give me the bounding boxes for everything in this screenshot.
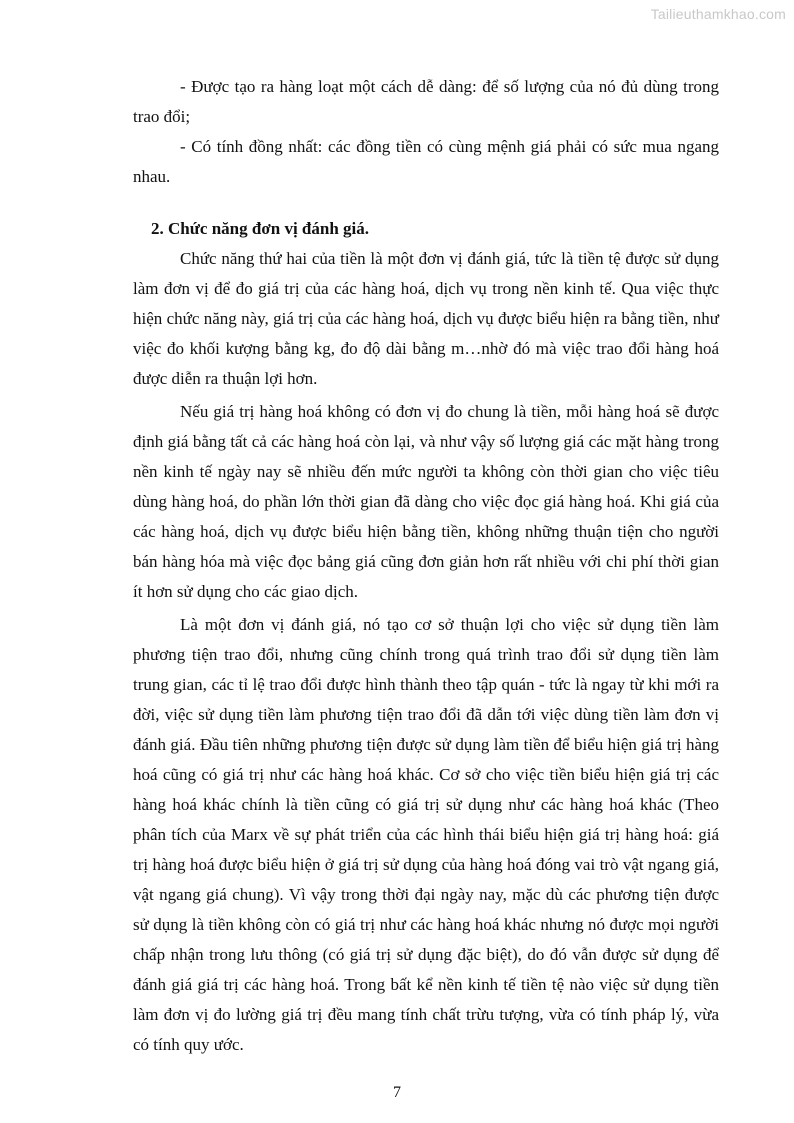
body-paragraph-1: Chức năng thứ hai của tiền là một đơn vị đánh giá, tức là tiền tệ được sử dụng làm đơn vị để đo giá trị của các hàng hoá, dịch vụ trong nền kinh tế. Qua việc thực hiện chức năng này, giá trị của các hàng hoá, dịch vụ được biểu hiện ra bằng tiền, như việc đo khối kượng bằng kg, đo độ dài bằng m…nhờ đó mà việc trao đổi hàng hoá được diễn ra thuận lợi hơn. [133, 249, 719, 388]
watermark: Tailieuthamkhao.com [650, 6, 786, 22]
body-paragraph-3: Là một đơn vị đánh giá, nó tạo cơ sở thuận lợi cho việc sử dụng tiền làm phương tiện trao đổi, nhưng cũng chính trong quá trình trao đổi sử dụng tiền làm trung gian, các tỉ lệ trao đổi được hình thành theo tập quán - tức là ngay từ khi mới ra đời, việc sử dụng tiền làm phương tiện trao đổi đã dẫn tới việc dùng tiền làm đơn vị đánh giá. Đầu tiên những phương tiện được sử dụng làm tiền để biểu hiện giá trị hàng hoá cũng có giá trị như các hàng hoá khác. Cơ sở cho việc tiền biểu hiện giá trị các hàng hoá khác chính là tiền cũng có giá trị sử dụng như các hàng hoá khác (Theo phân tích của Marx về sự phát triển của các hình thái biểu hiện giá trị hàng hoá: giá trị hàng hoá được biểu hiện ở giá trị sử dụng của hàng hoá đóng vai trò vật ngang giá, vật ngang giá chung). Vì vậy trong thời đại ngày nay, mặc dù các phương tiện được sử dụng là tiền không còn có giá trị như các hàng hoá khác nhưng nó được mọi người chấp nhận trong lưu thông (có giá trị sử dụng đặc biệt), do đó vẫn được sử dụng để đánh giá giá trị các hàng hoá. Trong bất kể nền kinh tế tiền tệ nào việc sử dụng tiền làm đơn vị đo lường giá trị đều mang tính chất trừu tượng, vừa có tính pháp lý, vừa có tính quy ước. [133, 615, 719, 1054]
page-number: 7 [393, 1084, 401, 1101]
body-paragraph-2: Nếu giá trị hàng hoá không có đơn vị đo chung là tiền, mỗi hàng hoá sẽ được định giá bằng tất cả các hàng hoá còn lại, và như vậy số lượng giá các mặt hàng trong nền kinh tế ngày nay sẽ nhiều đến mức người ta không còn thời gian cho việc tiêu dùng hàng hoá, do phần lớn thời gian đã dàng cho việc đọc giá hàng hoá. Khi giá của các hàng hoá, dịch vụ được biểu hiện bằng tiền, không những thuận tiện cho người bán hàng hóa mà việc đọc bảng giá cũng đơn giản hơn rất nhiều với chi phí thời gian ít hơn sử dụng cho các giao dịch. [133, 402, 719, 601]
bullet-paragraph-1: - Được tạo ra hàng loạt một cách dễ dàng: để số lượng của nó đủ dùng trong trao đổi; [133, 77, 719, 126]
section-heading: 2. Chức năng đơn vị đánh giá. [151, 219, 370, 238]
bullet-paragraph-2: - Có tính đồng nhất: các đồng tiền có cùng mệnh giá phải có sức mua ngang nhau. [133, 137, 719, 186]
document-body [133, 72, 719, 1060]
